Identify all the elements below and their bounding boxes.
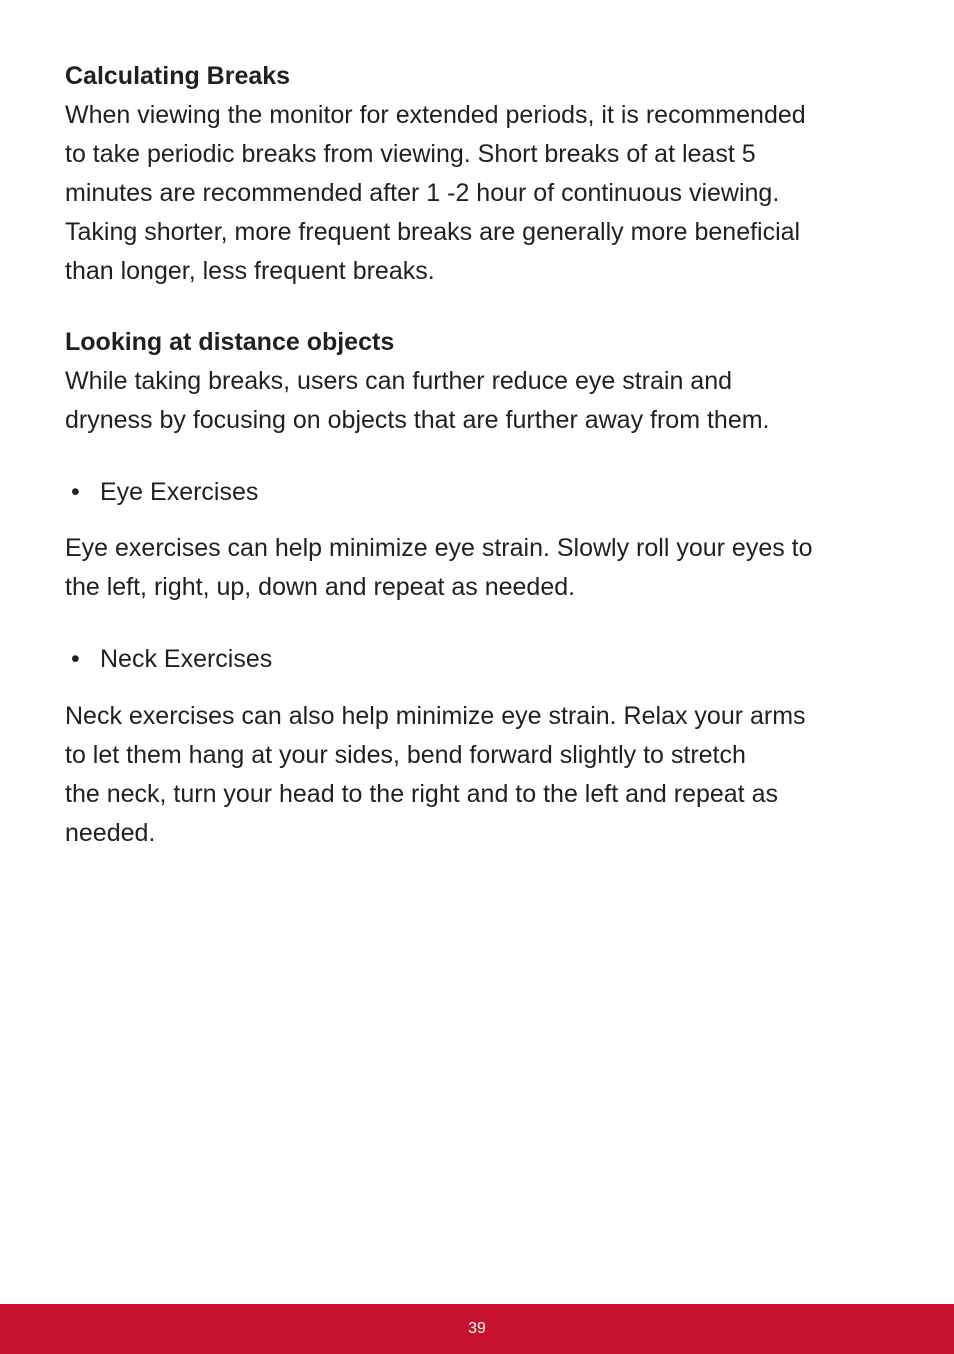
page-number: 39 (468, 1320, 486, 1337)
calculating-breaks-heading: Calculating Breaks (65, 62, 291, 90)
bullet-icon: • (71, 478, 80, 506)
page-content (65, 57, 895, 853)
text-line: Taking shorter, more frequent breaks are generally more beneficial (65, 218, 801, 246)
page-footer-bar (0, 1304, 954, 1354)
neck-exercises-bullet-item (65, 640, 895, 679)
text-line: While taking breaks, users can further reduce eye strain and (65, 367, 733, 395)
distance-objects-paragraph (65, 362, 895, 440)
text-line: Neck exercises can also help minimize eye strain. Relax your arms (65, 702, 806, 730)
eye-exercises-bullet-item (65, 473, 895, 512)
bullet-icon: • (71, 645, 80, 673)
distance-objects-heading: Looking at distance objects (65, 328, 395, 356)
text-line: to take periodic breaks from viewing. Short breaks of at least 5 (65, 140, 756, 168)
text-line: to let them hang at your sides, bend forward slightly to stretch (65, 741, 746, 769)
calculating-breaks-paragraph (65, 96, 895, 291)
neck-exercises-paragraph (65, 697, 895, 853)
text-line: minutes are recommended after 1 -2 hour of continuous viewing. (65, 179, 780, 207)
neck-exercises-label: Neck Exercises (100, 645, 273, 673)
eye-exercises-label: Eye Exercises (100, 478, 259, 506)
eye-exercises-paragraph (65, 529, 895, 607)
text-line: When viewing the monitor for extended periods, it is recommended (65, 101, 806, 129)
text-line: Eye exercises can help minimize eye strain. Slowly roll your eyes to (65, 534, 813, 562)
text-line: than longer, less frequent breaks. (65, 257, 435, 285)
text-line: the left, right, up, down and repeat as needed. (65, 573, 576, 601)
text-line: dryness by focusing on objects that are further away from them. (65, 406, 770, 434)
text-line: the neck, turn your head to the right and to the left and repeat as (65, 780, 778, 808)
text-line: needed. (65, 819, 156, 847)
